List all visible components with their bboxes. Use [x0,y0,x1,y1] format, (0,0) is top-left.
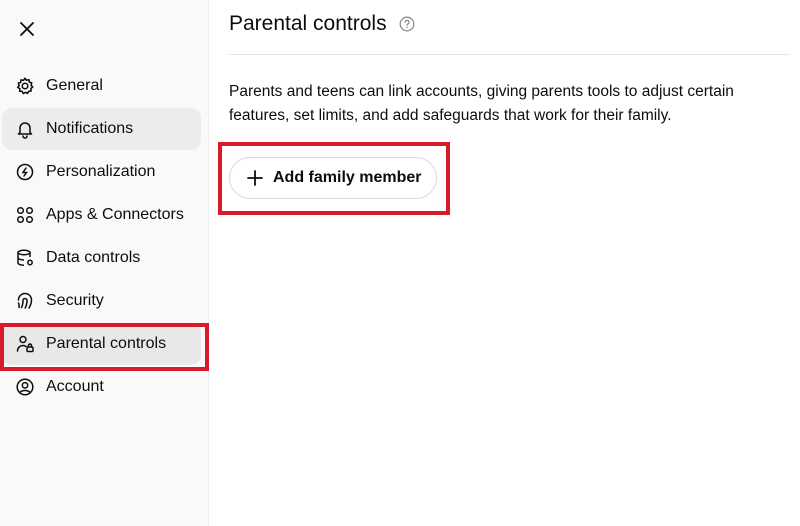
sidebar-item-label: Account [46,378,104,395]
sidebar-item-personalization[interactable] [2,151,201,193]
sidebar-item-notifications[interactable] [2,108,201,150]
settings-content [209,0,800,526]
sidebar-item-label: Parental controls [46,335,167,352]
page-title: Parental controls [229,12,387,35]
question-circle-icon[interactable] [399,16,415,32]
sidebar-item-label: Notifications [46,120,134,137]
fingerprint-icon [14,290,36,312]
sidebar-item-label: Apps & Connectors [46,206,184,223]
sidebar-item-data-controls[interactable] [2,237,201,279]
personalization-icon [14,161,36,183]
sidebar-item-security[interactable] [2,280,201,322]
apps-icon [14,204,36,226]
sidebar-item-label: Security [46,292,104,309]
sidebar-item-account[interactable] [2,366,201,408]
close-icon [19,21,35,37]
parental-controls-description: Parents and teens can link accounts, giving parents tools to adjust certain features, set limits, and add safeguards that work for their family. [229,83,734,124]
sidebar-item-label: Personalization [46,163,156,180]
add-button-label: Add family member [273,169,422,186]
sidebar-item-label: General [46,77,103,94]
gear-icon [14,75,36,97]
database-gear-icon [14,247,36,269]
highlight-add-family-member [218,142,450,215]
user-circle-icon [14,376,36,398]
sidebar-item-general[interactable] [2,65,201,107]
content-header [229,0,789,55]
highlight-parental-controls [0,323,209,371]
sidebar-item-label: Data controls [46,249,141,266]
sidebar-item-apps-connectors[interactable] [2,194,201,236]
bell-icon [14,118,36,140]
settings-sidebar [0,0,209,526]
close-button[interactable] [14,16,40,42]
